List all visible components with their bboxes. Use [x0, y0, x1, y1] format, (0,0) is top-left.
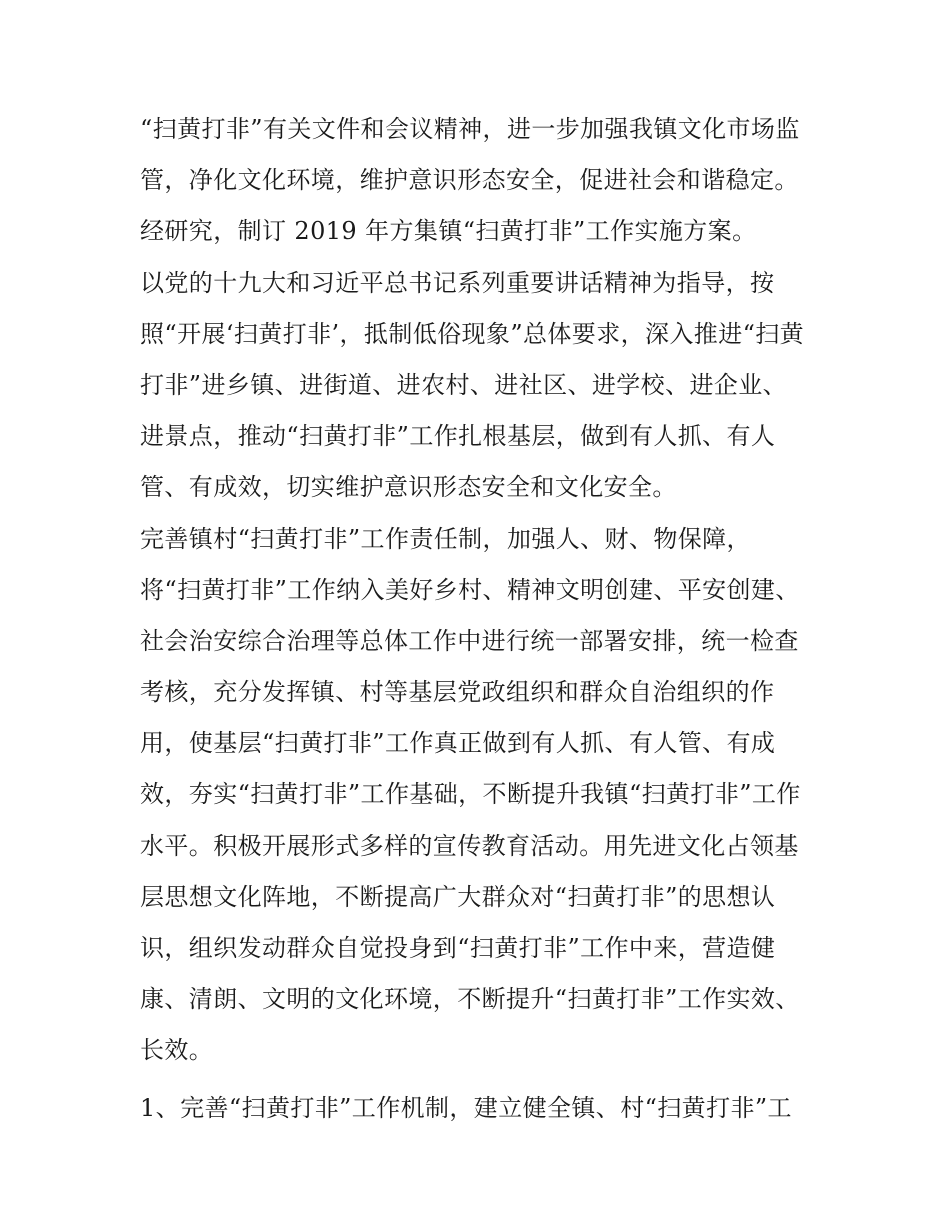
text-line: 以党的十九大和习近平总书记系列重要讲话精神为指导，按	[140, 268, 775, 297]
text-line: 效，夯实“扫黄打非”工作基础，不断提升我镇“扫黄打非”工作	[140, 780, 801, 809]
text-line: 考核，充分发挥镇、村等基层党政组织和群众自治组织的作	[140, 678, 775, 707]
text-line: 进景点，推动“扫黄打非”工作扎根基层，做到有人抓、有人	[140, 422, 776, 451]
text-line: 层思想文化阵地，不断提高广大群众对“扫黄打非”的思想认	[140, 882, 776, 911]
document-body	[140, 104, 820, 1135]
text-line: 管、有成效，切实维护意识形态安全和文化安全。	[140, 473, 677, 502]
text-line: 打非”进乡镇、进街道、进农村、进社区、进学校、进企业、	[140, 370, 788, 399]
text-line: 完善镇村“扫黄打非”工作责任制，加强人、财、物保障，	[140, 524, 751, 553]
text-line: 康、清朗、文明的文化环境，不断提升“扫黄打非”工作实效、	[140, 985, 800, 1014]
text-line: 经研究，制订 2019 年方集镇“扫黄打非”工作实施方案。	[140, 217, 757, 246]
numbered-item: 1、完善“扫黄打非”工作机制，建立健全镇、村“扫黄打非”工	[140, 1094, 792, 1123]
text-line: 水平。积极开展形式多样的宣传教育活动。用先进文化占领基	[140, 831, 799, 860]
text-line: “扫黄打非”有关文件和会议精神，进一步加强我镇文化市场监	[140, 115, 800, 143]
text-line: 管，净化文化环境，维护意识形态安全，促进社会和谐稳定。	[140, 166, 799, 195]
text-line: 用，使基层“扫黄打非”工作真正做到有人抓、有人管、有成	[140, 729, 776, 758]
text-line: 社会治安综合治理等总体工作中进行统一部署安排，统一检查	[140, 626, 799, 655]
text-line: 识，组织发动群众自觉投身到“扫黄打非”工作中来，营造健	[140, 934, 776, 962]
text-line: 照“开展‘扫黄打非’，抵制低俗现象”总体要求，深入推进“扫黄	[140, 319, 805, 348]
text-line: 长效。	[140, 1036, 214, 1065]
text-line: 将“扫黄打非”工作纳入美好乡村、精神文明创建、平安创建、	[140, 575, 800, 604]
